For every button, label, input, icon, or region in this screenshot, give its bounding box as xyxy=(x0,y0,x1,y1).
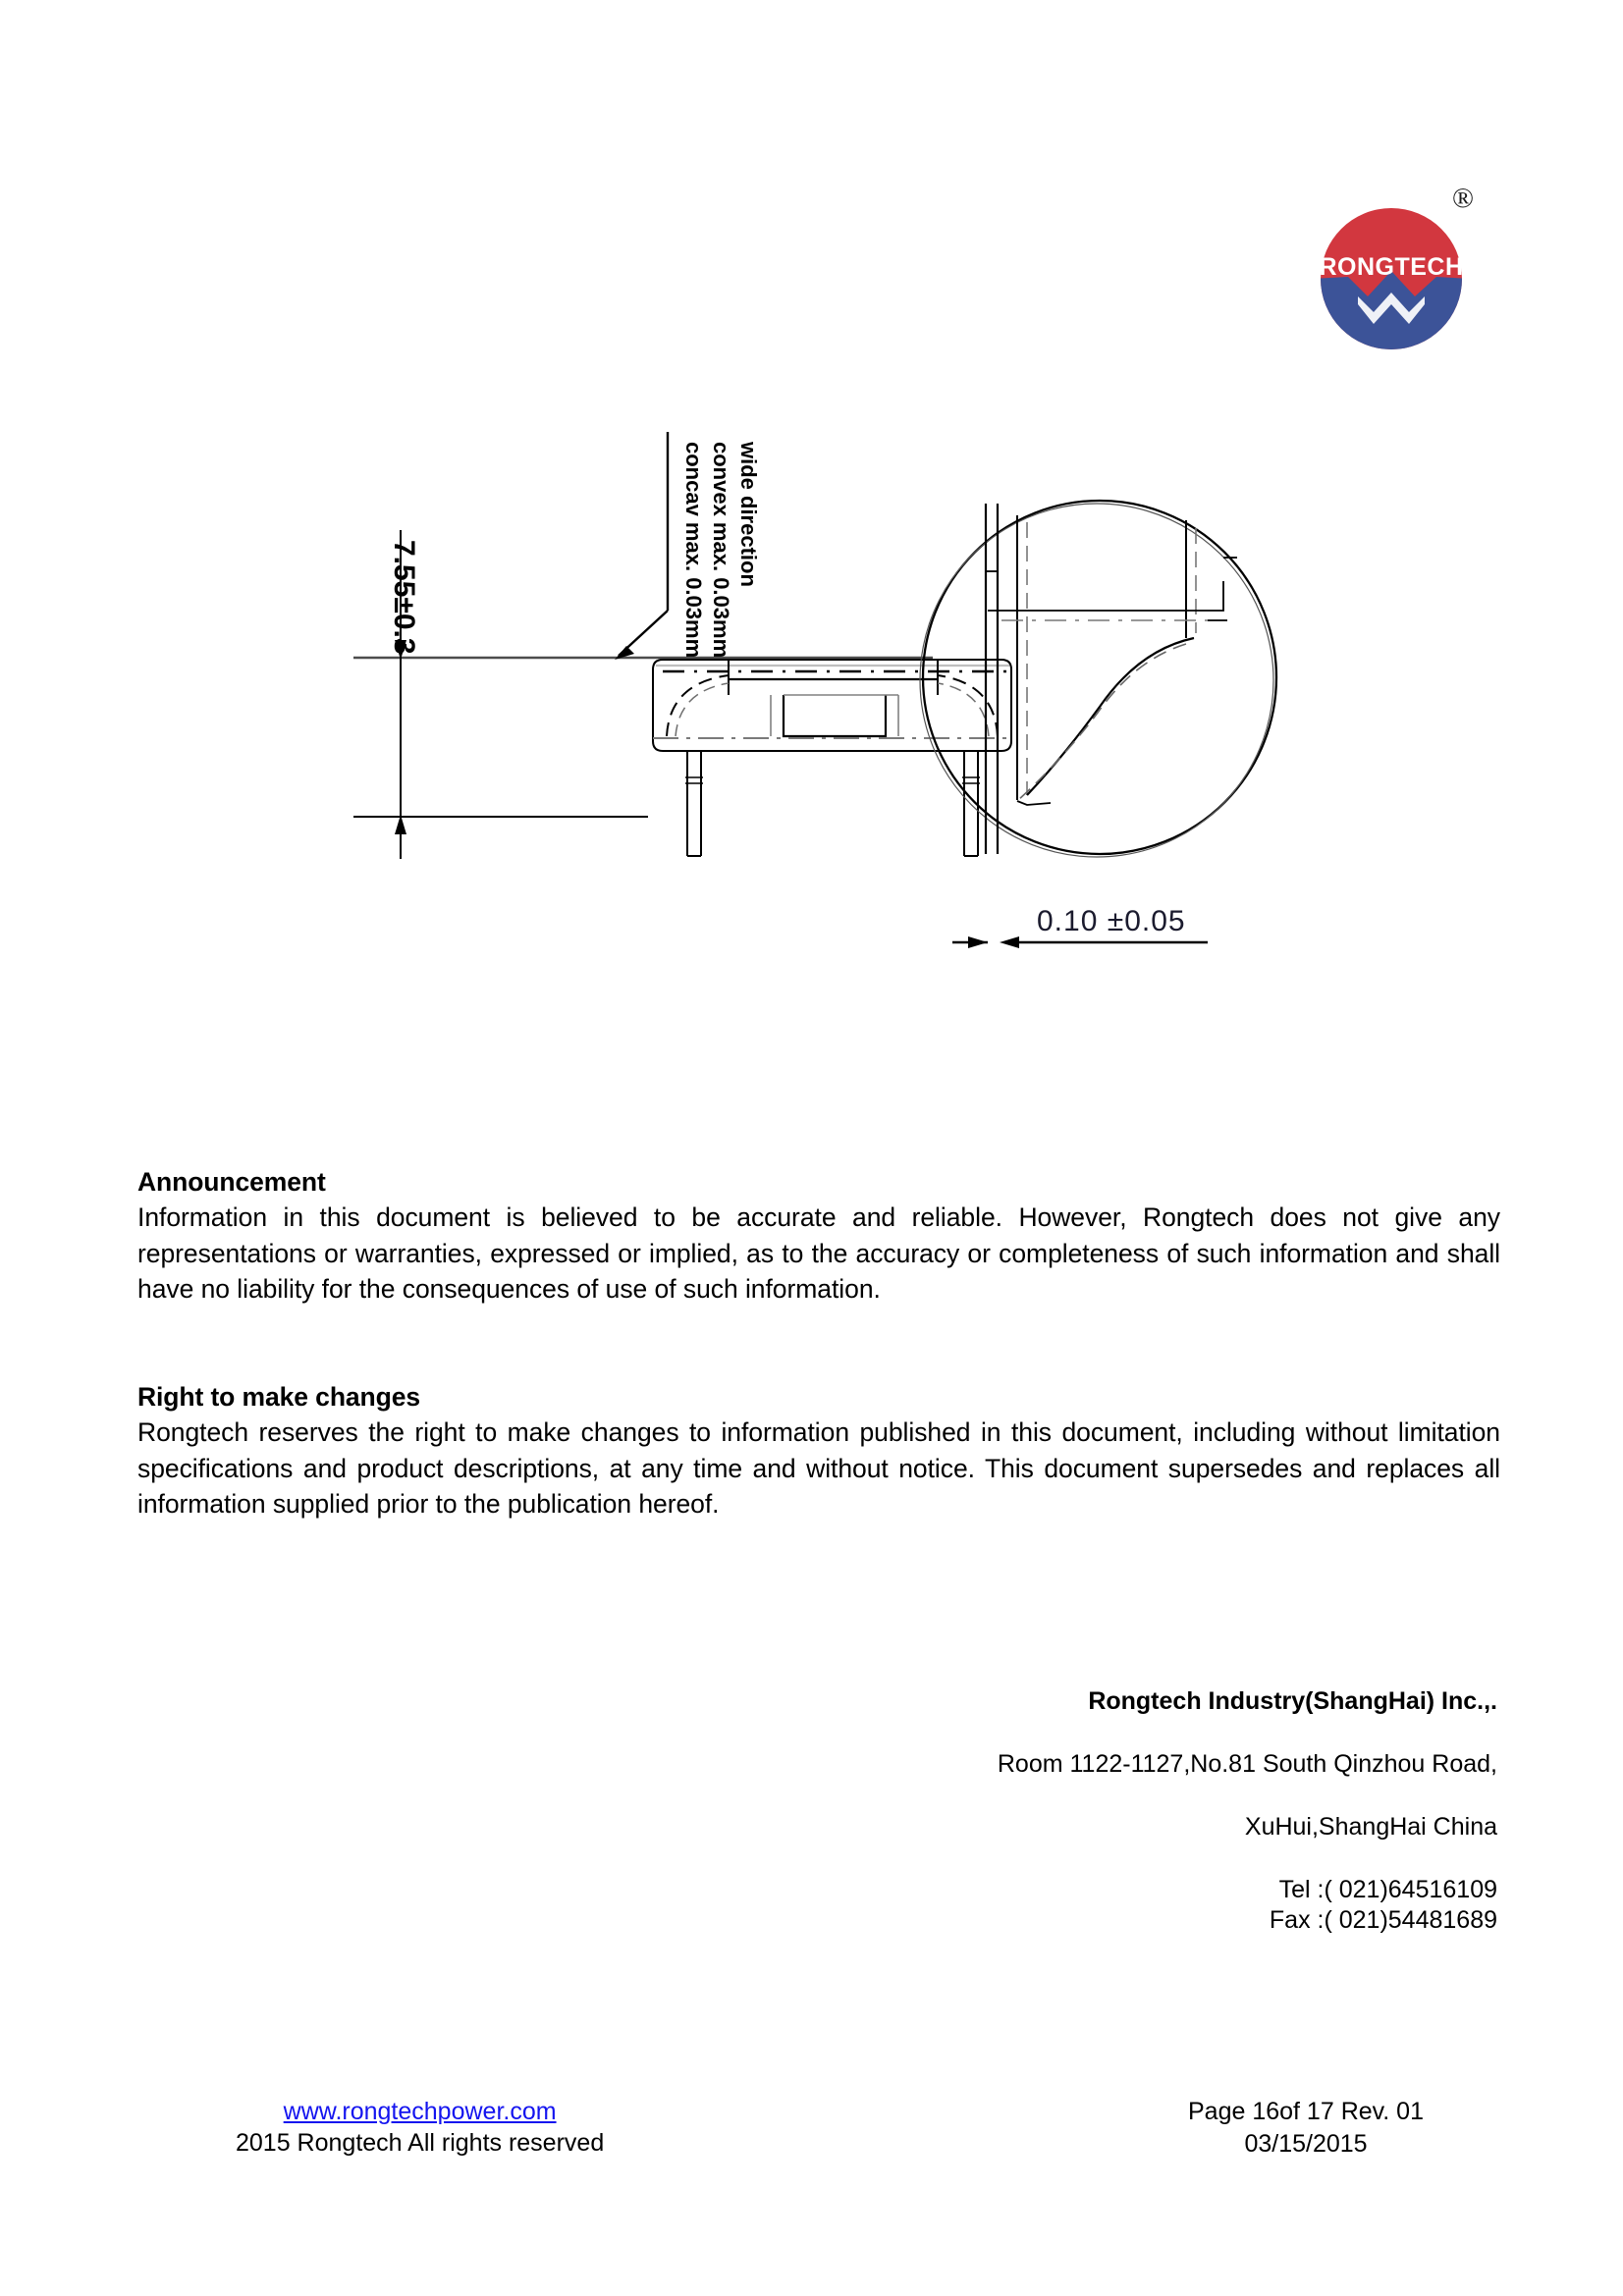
footer-right-group xyxy=(1119,2096,1492,2161)
rongtech-logo-mark xyxy=(1319,206,1464,351)
telephone-number: Tel :( 021)64516109 xyxy=(1278,1876,1497,1903)
document-date: 03/15/2015 xyxy=(1244,2130,1368,2158)
announcement-section xyxy=(137,1164,1500,1308)
website-link[interactable]: www.rongtechpower.com xyxy=(283,2098,557,2125)
logo-wordmark: RONGTECH xyxy=(1319,253,1464,281)
company-logo xyxy=(1301,182,1488,353)
announcement-heading: Announcement xyxy=(137,1167,326,1197)
contact-group xyxy=(614,1875,1497,1936)
note-line-concav: concav max. 0.03mm xyxy=(681,442,706,659)
note-line-wide-direction: wide direction xyxy=(736,442,761,587)
detail-dimension-group xyxy=(952,936,1208,948)
note-line-convex: convex max. 0.03mm xyxy=(709,442,733,659)
note-leader-line xyxy=(615,432,668,660)
page-number-revision: Page 16of 17 Rev. 01 xyxy=(1188,2098,1424,2125)
company-address-block xyxy=(614,1686,1497,1936)
detail-dimension-label: 0.10 ±0.05 xyxy=(1037,905,1186,937)
copyright-text: 2015 Rongtech All rights reserved xyxy=(236,2129,605,2157)
technical-drawing xyxy=(324,412,1325,1021)
right-to-make-changes-body: Rongtech reserves the right to make changes to information published in this document, including without limitation specifications and product descriptions, at any time and without notice. This document supersedes and replaces all information supplied prior to the publication hereof. xyxy=(137,1417,1500,1519)
right-to-make-changes-section xyxy=(137,1379,1500,1522)
announcement-body: Information in this document is believed to be accurate and reliable. However, Rongtech does not give any representations or warranties, expressed or implied, as to the accuracy or completeness of such information and shall have no liability for the consequences of use of such information. xyxy=(137,1202,1500,1304)
right-to-make-changes-heading: Right to make changes xyxy=(137,1382,420,1412)
height-dimension-label: 7.55±0.3 xyxy=(388,540,420,655)
footer-left-group xyxy=(236,2096,604,2159)
page-footer xyxy=(0,2096,1623,2204)
address-street: Room 1122-1127,No.81 South Qinzhou Road, xyxy=(997,1750,1497,1778)
registered-trademark-icon: ® xyxy=(1451,183,1475,214)
part-side-profile xyxy=(653,660,1011,856)
fax-number: Fax :( 021)54481689 xyxy=(1269,1906,1497,1934)
company-name: Rongtech Industry(ShangHai) Inc.,. xyxy=(1088,1687,1497,1715)
address-city: XuHui,ShangHai China xyxy=(1244,1813,1497,1841)
